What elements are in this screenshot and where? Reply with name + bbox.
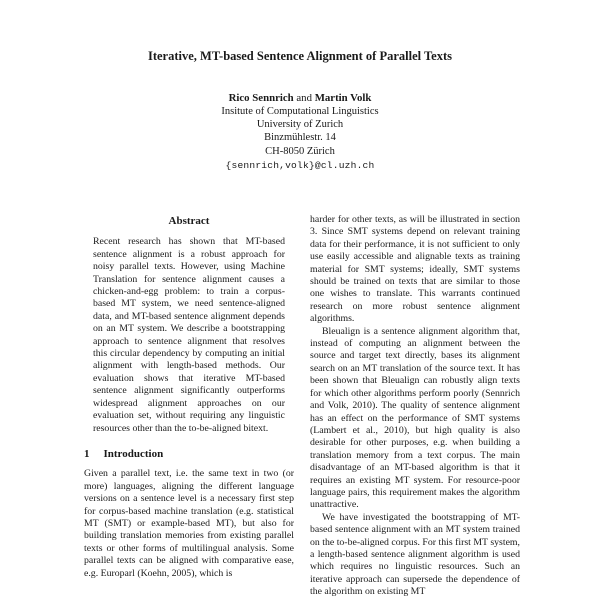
right-paragraph-1: harder for other texts, as will be illustrated in section 3. Since SMT systems depend on relevant training data for their performance, it is not sufficient to only use easily accessible and alignable texts as training material for SMT systems; ideally, SMT systems should be trained on texts that are similar to those one wishes to translate. This warrants continued research on more robust sentence alignment algorithms.: [310, 214, 520, 325]
author-conjunction: and: [296, 92, 312, 104]
affiliation-email: {sennrich,volk}@cl.uzh.ch: [225, 159, 375, 171]
section-number: 1: [84, 447, 90, 460]
paper-header: [0, 48, 600, 172]
author-second: Martin Volk: [314, 92, 372, 104]
affiliation-city: CH-8050 Zürich: [265, 145, 335, 157]
paper-title: Iterative, MT-based Sentence Alignment of Parallel Texts: [147, 49, 453, 63]
section-title: Introduction: [103, 447, 164, 460]
affiliation-institute: Insitute of Computational Linguistics: [221, 106, 379, 117]
affiliation-university: University of Zurich: [256, 119, 344, 131]
abstract-heading: Abstract: [168, 215, 210, 227]
right-paragraph-2: Bleualign is a sentence alignment algorithm that, instead of computing an alignment between the source and target text directly, bases its alignment search on an MT translation of the source text. It has been shown that Bleualign can robustly align texts for which other algorithms perform poorly (Sennrich and Volk, 2010). The quality of sentence alignment has an effect on the performance of SMT systems (Lambert et al., 2010), but high quality is also desirable for other purposes, e.g. when building a translation memory from a text corpus. The main disadvantage of an MT-based algorithm is that it requires an existing MT system. For resource-poor language pairs, this requirement makes the algorithm unattractive.: [310, 325, 520, 511]
right-paragraph-3: We have investigated the bootstrapping of MT-based sentence alignment with an MT system trained on the to-be-aligned corpus. For this first MT system, a length-based sentence alignment algorithm is used which requires no linguistic resources. Such an iterative approach can supersede the dependence of the algorithm on existing MT: [310, 511, 520, 598]
left-column: [84, 214, 294, 599]
section-heading-introduction: [84, 448, 294, 460]
author-line: [0, 92, 600, 105]
abstract-text: Recent research has shown that MT-based sentence alignment is a robust approach for noisy parallel texts. However, using Machine Translation for sentence alignment causes a chicken-and-egg problem: to train a corpus-based MT system, we need sentence-aligned data, and MT-based sentence alignment depends on an MT system. We describe a bootstrapping approach to sentence alignment that resolves this circular dependency by computing an initial alignment with length-based methods. Our evaluation shows that iterative MT-based sentence alignment significantly outperforms widespread alignment approaches on our evaluation set, without requiring any linguistic resources other than the to-be-aligned bitext.: [93, 236, 285, 434]
right-column: [310, 214, 520, 599]
affiliation-street: Binzmühlestr. 14: [264, 132, 336, 144]
author-first: Rico Sennrich: [228, 92, 294, 104]
two-column-body: [84, 214, 520, 599]
intro-paragraph-1: Given a parallel text, i.e. the same text in two (or more) languages, aligning the different language versions on a sentence level is a necessary first step for corpus-based machine translation (e.g. statistical MT (SMT) or example-based MT), but also for building translation memories from existing parallel texts or other forms of multilingual analysis. Some parallel texts can be aligned with comparative ease, e.g. Europarl (Koehn, 2005), which is: [84, 468, 294, 579]
